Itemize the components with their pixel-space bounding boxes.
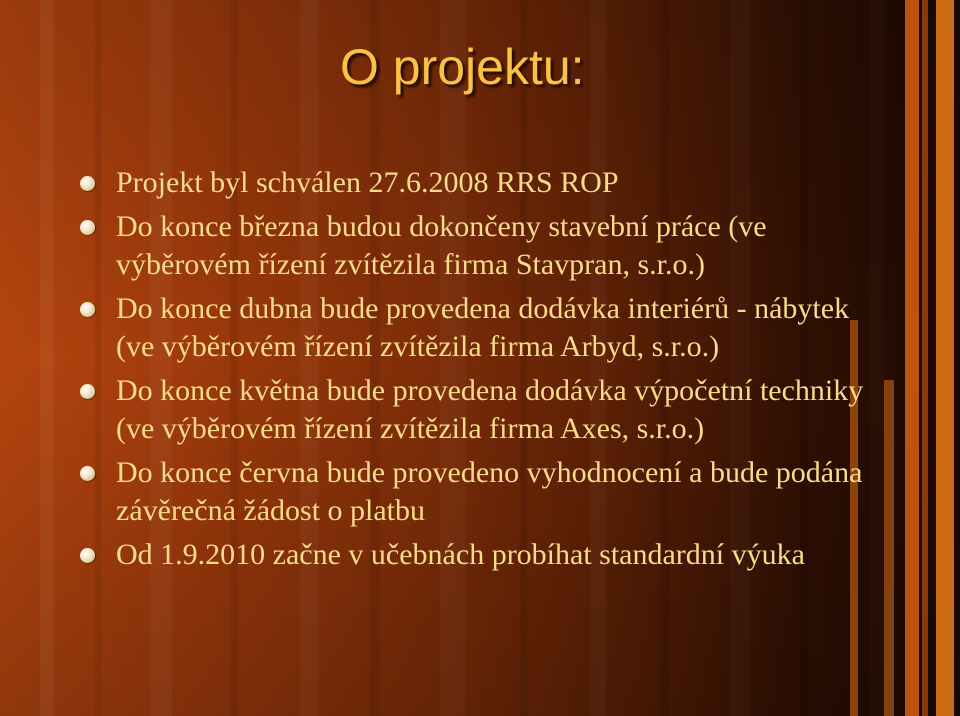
list-item-text: Od 1.9.2010 začne v učebnách probíhat standardní výuka: [116, 538, 805, 571]
list-item: [78, 536, 868, 574]
list-item-text: Do konce června bude provedeno vyhodnocení a bude podána závěrečná žádost o platbu: [116, 456, 863, 527]
list-item: [78, 164, 868, 202]
bullet-icon: [80, 466, 95, 481]
list-item: [78, 208, 868, 284]
bullet-icon: [80, 176, 95, 191]
list-item-text: Do konce dubna bude provedena dodávka interiérů - nábytek (ve výběrovém řízení zvítězila firma Arbyd, s.r.o.): [116, 292, 850, 363]
bullet-icon: [80, 302, 95, 317]
slide-title: O projektu:: [340, 39, 585, 95]
list-item-text: Do konce května bude provedena dodávka výpočetní techniky (ve výběrovém řízení zvítězila firma Axes, s.r.o.): [116, 374, 864, 445]
bullet-icon: [80, 384, 95, 399]
bullet-list: [78, 164, 868, 580]
list-item-text: Do konce března budou dokončeny stavební práce (ve výběrovém řízení zvítězila firma Stavpran, s.r.o.): [116, 210, 767, 281]
bullet-icon: [80, 548, 95, 563]
list-item: [78, 372, 868, 448]
list-item: [78, 454, 868, 530]
bullet-icon: [80, 220, 95, 235]
list-item-text: Projekt byl schválen 27.6.2008 RRS ROP: [116, 166, 619, 199]
list-item: [78, 290, 868, 366]
